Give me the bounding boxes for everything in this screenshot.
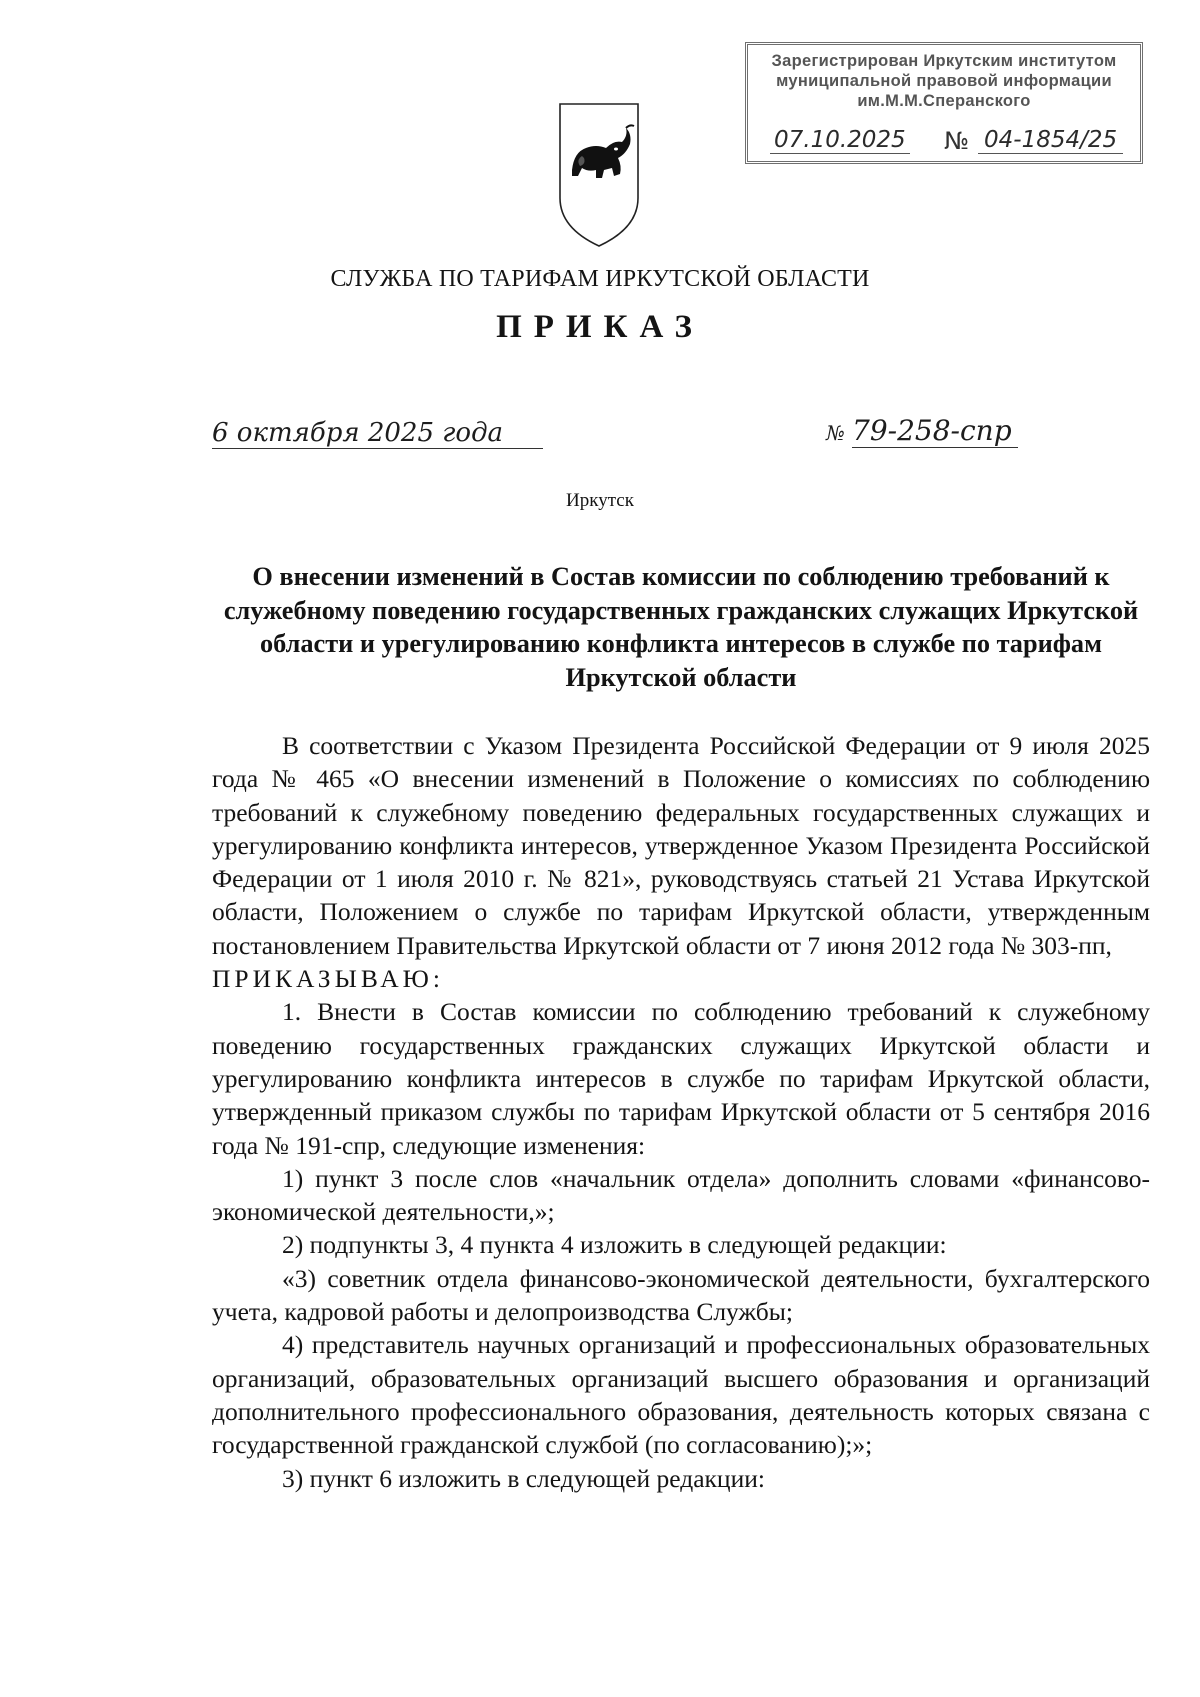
- stamp-registration-row: [758, 123, 1130, 157]
- preamble-paragraph: В соответствии с Указом Президента Российской Федерации от 9 июля 2025 года № 465 «О внесении изменений в Положение о комиссиях по соблюдению требований к служебному поведению федеральных государственных служащих и урегулированию конфликта интересов, утвержденное Указом Президента Российской Федерации от 1 июля 2010 г. № 821», руководствуясь статьей 21 Устава Иркутской области, Положением о службе по тарифам Иркутской области, утвержденным постановлением Правительства Иркутской области от 7 июня 2012 года № 303-пп,: [212, 731, 1150, 960]
- subitem-1: 1) пункт 3 после слов «начальник отдела» дополнить словами «финансово-экономической деятельности,»;: [212, 1163, 1150, 1227]
- stamp-date: 07.10.2025: [770, 127, 910, 154]
- stamp-number: 04-1854/25: [978, 127, 1123, 154]
- order-item-1: 1. Внести в Состав комиссии по соблюдению требований к служебному поведению государственных гражданских служащих Иркутской области и урегулированию конфликта интересов в службе по тарифам Иркутской области, утвержденный приказом службы по тарифам Иркутской области от 5 сентября 2016 года № 191-спр, следующие изменения:: [212, 997, 1150, 1160]
- subitem-2: 2) подпункты 3, 4 пункта 4 изложить в следующей редакции:: [282, 1230, 947, 1260]
- document-body: [212, 729, 1150, 1495]
- stamp-number-label: №: [944, 127, 969, 155]
- stamp-line: Зарегистрирован Иркутским институтом: [771, 52, 1117, 70]
- stamp-line: им.М.М.Сперанского: [857, 92, 1031, 110]
- quoted-subpoint-3: «3) советник отдела финансово-экономической деятельности, бухгалтерского учета, кадровой работы и делопроизводства Службы;: [212, 1263, 1150, 1327]
- stamp-line: муниципальной правовой информации: [776, 72, 1112, 90]
- coat-of-arms-icon: [556, 100, 642, 250]
- document-date: 6 октября 2025 года: [212, 418, 543, 449]
- order-keyword: ПРИКАЗЫВАЮ:: [212, 964, 444, 994]
- subitem-3: 3) пункт 6 изложить в следующей редакции:: [282, 1463, 765, 1493]
- document-number-label: №: [826, 421, 845, 445]
- document-type: ПРИКАЗ: [496, 309, 704, 345]
- document-title: О внесении изменений в Состав комиссии по соблюдению требований к служебному поведению государственных гражданских служащих Иркутской области и урегулированию конфликта интересов в службе по тарифам Иркутской области: [223, 562, 1139, 692]
- quoted-subpoint-4: 4) представитель научных организаций и профессиональных образовательных организаций, образовательных организаций высшего образования и организаций дополнительного профессионального образования, деятельность которых связана с государственной гражданской службой (по согласованию);»;: [212, 1330, 1150, 1460]
- city: Иркутск: [566, 490, 634, 511]
- stamp-text: [748, 51, 1140, 111]
- document-number: 79-258-спр: [852, 414, 1018, 448]
- agency-name: СЛУЖБА ПО ТАРИФАМ ИРКУТСКОЙ ОБЛАСТИ: [330, 266, 870, 292]
- registration-stamp: [745, 42, 1143, 164]
